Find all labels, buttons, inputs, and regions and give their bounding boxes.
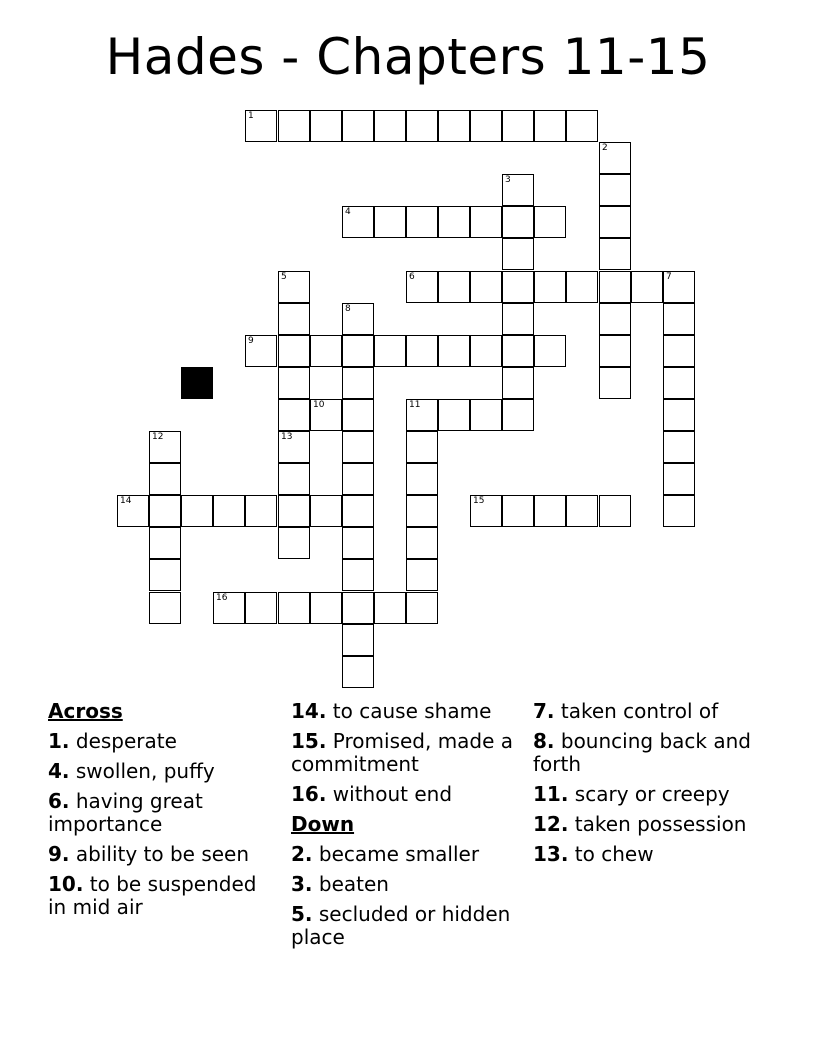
grid-cell[interactable] [342, 206, 374, 238]
grid-cell[interactable] [342, 592, 374, 624]
clue-item-number: 11. [533, 782, 569, 806]
clue-item [291, 783, 519, 806]
clue-number-4: 4 [345, 207, 351, 217]
clue-item-number: 2. [291, 842, 313, 866]
grid-cell[interactable] [278, 463, 310, 495]
grid-cell[interactable] [534, 335, 566, 367]
clue-number-5: 5 [281, 272, 287, 282]
grid-cell[interactable] [663, 335, 695, 367]
grid-cell[interactable] [502, 303, 534, 335]
grid-cell[interactable] [342, 624, 374, 656]
clue-item-number: 7. [533, 699, 555, 723]
clue-item-number: 8. [533, 729, 555, 753]
grid-cell[interactable] [502, 399, 534, 431]
grid-cell[interactable] [149, 431, 181, 463]
clue-number-10: 10 [313, 400, 325, 410]
grid-cell[interactable] [278, 399, 310, 431]
grid-cell[interactable] [406, 463, 438, 495]
grid-cell[interactable] [470, 495, 502, 527]
grid-cell[interactable] [406, 335, 438, 367]
across-heading: Across [48, 699, 123, 723]
clue-item-number: 10. [48, 872, 84, 896]
grid-cell[interactable] [502, 367, 534, 399]
clue-item-text: secluded or hidden place [291, 902, 511, 949]
down-heading: Down [291, 812, 355, 836]
grid-cell[interactable] [149, 463, 181, 495]
grid-cell[interactable] [534, 110, 566, 142]
grid-cell[interactable] [406, 527, 438, 559]
grid-cell[interactable] [438, 206, 470, 238]
grid-cell[interactable] [181, 495, 213, 527]
clue-item [48, 790, 276, 836]
black-cell [181, 367, 213, 399]
grid-cell[interactable] [310, 335, 342, 367]
clue-item [291, 730, 519, 776]
grid-cell[interactable] [342, 335, 374, 367]
clue-item [291, 700, 519, 723]
grid-cell[interactable] [278, 592, 310, 624]
clue-item-text: taken control of [554, 699, 719, 723]
clue-item [291, 843, 519, 866]
grid-cell[interactable] [502, 110, 534, 142]
grid-cell[interactable] [406, 495, 438, 527]
grid-cell[interactable] [149, 592, 181, 624]
clue-number-13: 13 [281, 432, 293, 442]
grid-cell[interactable] [470, 271, 502, 303]
grid-cell[interactable] [438, 335, 470, 367]
clue-number-3: 3 [505, 175, 511, 185]
grid-cell[interactable] [310, 399, 342, 431]
grid-cell[interactable] [406, 206, 438, 238]
clue-number-14: 14 [120, 496, 132, 506]
grid-cell[interactable] [342, 463, 374, 495]
grid-cell[interactable] [342, 367, 374, 399]
grid-cell[interactable] [374, 335, 406, 367]
clue-item [533, 813, 761, 836]
clue-number-1: 1 [248, 111, 254, 121]
grid-cell[interactable] [342, 110, 374, 142]
clue-item-number: 13. [533, 842, 569, 866]
grid-cell[interactable] [631, 271, 663, 303]
grid-cell[interactable] [663, 367, 695, 399]
grid-cell[interactable] [117, 495, 149, 527]
clue-column-2 [291, 700, 519, 956]
clue-item [48, 873, 276, 919]
clue-item [291, 903, 519, 949]
grid-cell[interactable] [406, 431, 438, 463]
clue-item [533, 783, 761, 806]
clue-item-number: 1. [48, 729, 70, 753]
grid-cell[interactable] [470, 110, 502, 142]
grid-cell[interactable] [663, 495, 695, 527]
clue-item-number: 15. [291, 729, 327, 753]
grid-cell[interactable] [406, 110, 438, 142]
clue-number-8: 8 [345, 304, 351, 314]
grid-cell[interactable] [342, 431, 374, 463]
clue-item-text: to cause shame [326, 699, 492, 723]
clue-item-text: without end [326, 782, 453, 806]
grid-cell[interactable] [278, 335, 310, 367]
grid-cell[interactable] [278, 431, 310, 463]
grid-cell[interactable] [149, 527, 181, 559]
grid-cell[interactable] [566, 271, 598, 303]
grid-cell[interactable] [406, 271, 438, 303]
clue-number-6: 6 [409, 272, 415, 282]
grid-cell[interactable] [534, 206, 566, 238]
grid-cell[interactable] [245, 592, 277, 624]
clue-column-3 [533, 700, 761, 873]
grid-cell[interactable] [406, 559, 438, 591]
grid-cell[interactable] [278, 495, 310, 527]
clue-item [48, 730, 276, 753]
grid-cell[interactable] [534, 495, 566, 527]
grid-cell[interactable] [599, 335, 631, 367]
clue-item-number: 12. [533, 812, 569, 836]
grid-cell[interactable] [245, 495, 277, 527]
clue-item-text: Promised, made a commitment [291, 729, 514, 776]
grid-cell[interactable] [599, 238, 631, 270]
grid-cell[interactable] [663, 271, 695, 303]
clue-item [533, 843, 761, 866]
grid-cell[interactable] [342, 495, 374, 527]
clue-item-text: to be suspended in mid air [48, 872, 257, 919]
clue-item [48, 843, 276, 866]
grid-cell[interactable] [663, 463, 695, 495]
clue-number-9: 9 [248, 336, 254, 346]
grid-cell[interactable] [406, 592, 438, 624]
grid-cell[interactable] [374, 206, 406, 238]
clue-item-text: scary or creepy [568, 782, 730, 806]
clue-item [533, 730, 761, 776]
grid-cell[interactable] [599, 303, 631, 335]
clue-item-text: taken possession [568, 812, 747, 836]
clue-item-text: bouncing back and forth [533, 729, 751, 776]
grid-cell[interactable] [245, 335, 277, 367]
clue-item-text: having great importance [48, 789, 203, 836]
grid-cell[interactable] [310, 592, 342, 624]
clue-number-12: 12 [152, 432, 164, 442]
clue-item-text: swollen, puffy [69, 759, 215, 783]
grid-cell[interactable] [502, 335, 534, 367]
clue-item-text: to chew [568, 842, 654, 866]
clue-number-16: 16 [216, 593, 228, 603]
clue-item [533, 700, 761, 723]
grid-cell[interactable] [566, 110, 598, 142]
clue-item [48, 760, 276, 783]
puzzle-title: Hades - Chapters 11-15 [105, 28, 711, 86]
grid-cell[interactable] [374, 592, 406, 624]
grid-cell[interactable] [534, 271, 566, 303]
grid-cell[interactable] [278, 367, 310, 399]
clue-item-number: 9. [48, 842, 70, 866]
grid-cell[interactable] [213, 495, 245, 527]
grid-cell[interactable] [342, 527, 374, 559]
clue-item-text: became smaller [312, 842, 480, 866]
grid-cell[interactable] [599, 271, 631, 303]
clue-item-number: 3. [291, 872, 313, 896]
clue-item-number: 5. [291, 902, 313, 926]
clue-column-1 [48, 700, 276, 926]
grid-cell[interactable] [245, 110, 277, 142]
grid-cell[interactable] [599, 206, 631, 238]
clue-item-number: 16. [291, 782, 327, 806]
grid-cell[interactable] [502, 174, 534, 206]
grid-cell[interactable] [599, 142, 631, 174]
grid-cell[interactable] [278, 303, 310, 335]
grid-cell[interactable] [663, 431, 695, 463]
clue-item-text: desperate [69, 729, 177, 753]
grid-cell[interactable] [502, 495, 534, 527]
clue-number-7: 7 [666, 272, 672, 282]
grid-cell[interactable] [278, 271, 310, 303]
grid-cell[interactable] [310, 495, 342, 527]
grid-cell[interactable] [470, 399, 502, 431]
grid-cell[interactable] [438, 399, 470, 431]
clue-item-number: 14. [291, 699, 327, 723]
grid-cell[interactable] [438, 110, 470, 142]
clue-item-text: beaten [312, 872, 389, 896]
grid-cell[interactable] [310, 110, 342, 142]
grid-cell[interactable] [470, 335, 502, 367]
clue-number-15: 15 [473, 496, 485, 506]
grid-cell[interactable] [342, 559, 374, 591]
grid-cell[interactable] [149, 559, 181, 591]
grid-cell[interactable] [278, 110, 310, 142]
clue-item-number: 4. [48, 759, 70, 783]
grid-cell[interactable] [342, 656, 374, 688]
grid-cell[interactable] [663, 303, 695, 335]
grid-cell[interactable] [599, 174, 631, 206]
grid-cell[interactable] [599, 367, 631, 399]
grid-cell[interactable] [502, 206, 534, 238]
grid-cell[interactable] [470, 206, 502, 238]
grid-cell[interactable] [502, 271, 534, 303]
clue-item-text: ability to be seen [69, 842, 250, 866]
grid-cell[interactable] [374, 110, 406, 142]
grid-cell[interactable] [599, 495, 631, 527]
grid-cell[interactable] [406, 399, 438, 431]
grid-cell[interactable] [149, 495, 181, 527]
grid-cell[interactable] [278, 527, 310, 559]
clue-number-11: 11 [409, 400, 421, 410]
grid-cell[interactable] [566, 495, 598, 527]
grid-cell[interactable] [342, 303, 374, 335]
clue-number-2: 2 [602, 143, 608, 153]
grid-cell[interactable] [438, 271, 470, 303]
grid-cell[interactable] [213, 592, 245, 624]
grid-cell[interactable] [342, 399, 374, 431]
grid-cell[interactable] [663, 399, 695, 431]
grid-cell[interactable] [502, 238, 534, 270]
clue-item-number: 6. [48, 789, 70, 813]
clue-item [291, 873, 519, 896]
